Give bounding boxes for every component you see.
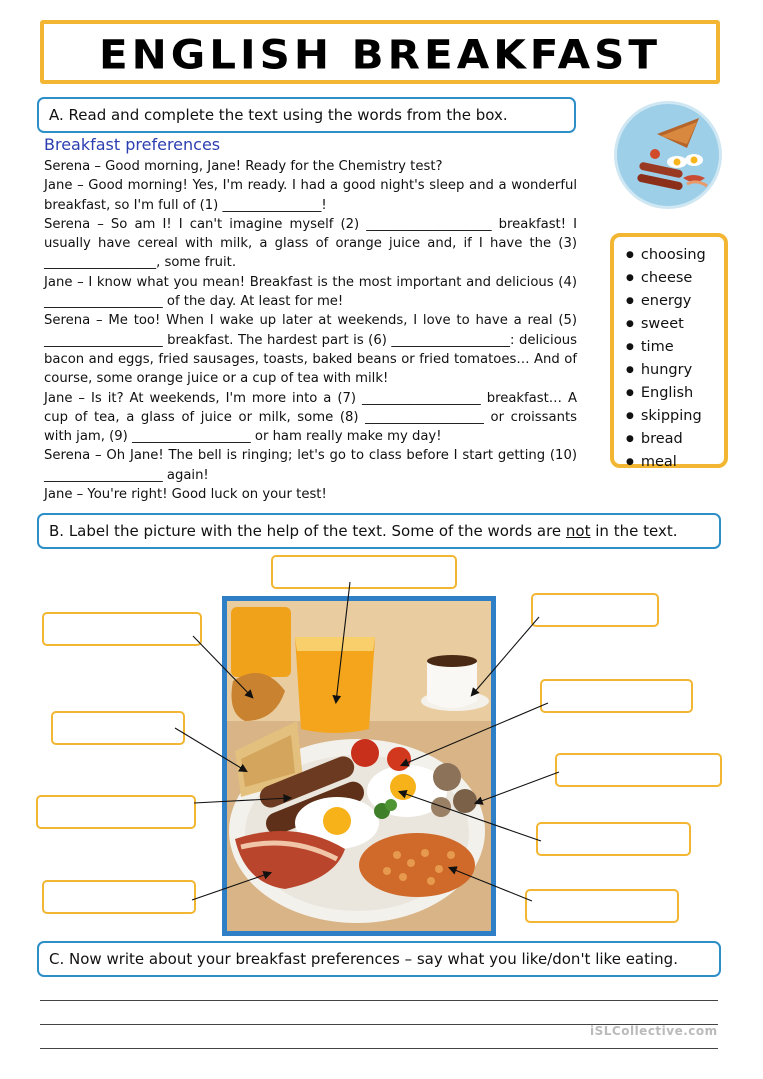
dialogue-line: Serena – Me too! When I wake up later at weekends, I love to have a real (5) __________________ breakfast. The hardest part is (6) __________________: delicious bacon and eggs, fried sausages, toasts, baked beans or fried tomatoes… And of course, some orange juice or a cup of tea with milk! xyxy=(44,313,577,387)
word-item: ● skipping xyxy=(626,406,724,429)
word-item: ● choosing xyxy=(626,245,724,268)
label-box-2[interactable] xyxy=(42,612,202,646)
section-a-subtitle: Breakfast preferences xyxy=(44,135,221,154)
section-a-instruction-text: A. Read and complete the text using the words from the box. xyxy=(49,106,508,124)
label-box-3[interactable] xyxy=(531,593,659,627)
label-box-9[interactable] xyxy=(42,880,196,914)
label-box-6[interactable] xyxy=(555,753,722,787)
dialogue-line: Jane – Good morning! Yes, I'm ready. I had a good night's sleep and a wonderful breakfast, so I'm full of (1) _______________! xyxy=(44,178,577,213)
dialogue-line: Serena – So am I! I can't imagine myself (2) ___________________ breakfast! I usually have cereal with milk, a glass of orange juice and, if I have the (3) _________________, some fruit. xyxy=(44,216,577,271)
writing-line[interactable] xyxy=(40,1000,718,1001)
dialogue-line: Serena – Oh Jane! The bell is ringing; let's go to class before I start getting (10) __________________ again! xyxy=(44,448,577,483)
section-c-instruction xyxy=(37,941,721,977)
breakfast-plate-icon xyxy=(617,104,722,209)
dialogue-line: Jane – You're right! Good luck on your test! xyxy=(44,487,327,503)
word-item: ● English xyxy=(626,383,724,406)
label-box-4[interactable] xyxy=(540,679,693,713)
section-b-instruction-end: in the text. xyxy=(590,522,678,540)
breakfast-photo xyxy=(222,596,496,936)
section-b-instruction xyxy=(37,513,721,549)
word-item: ● sweet xyxy=(626,314,724,337)
section-c-instruction-text: C. Now write about your breakfast preferences – say what you like/don't like eating. xyxy=(49,950,678,968)
section-b-instruction-text: B. Label the picture with the help of the text. Some of the words are xyxy=(49,522,566,540)
page-title: ENGLISH BREAKFAST xyxy=(98,31,662,78)
word-item: ● cheese xyxy=(626,268,724,291)
dialogue-text xyxy=(44,157,577,504)
word-item: ● bread xyxy=(626,429,724,452)
label-box-8[interactable] xyxy=(536,822,691,856)
dialogue-line: Serena – Good morning, Jane! Ready for the Chemistry test? xyxy=(44,159,443,174)
word-item: ● meal xyxy=(626,452,724,475)
section-a-instruction xyxy=(37,97,576,133)
word-box xyxy=(610,233,728,468)
title-banner xyxy=(40,20,720,84)
writing-line[interactable] xyxy=(40,1048,718,1049)
dialogue-line: Jane – I know what you mean! Breakfast is the most important and delicious (4) __________________ of the day. At least for me! xyxy=(44,274,577,310)
label-box-5[interactable] xyxy=(51,711,185,745)
label-box-10[interactable] xyxy=(525,889,679,923)
word-item: ● energy xyxy=(626,291,724,314)
label-box-7[interactable] xyxy=(36,795,196,829)
word-item: ● time xyxy=(626,337,724,360)
section-b-emphasis: not xyxy=(565,522,591,540)
watermark: iSLCollective.com xyxy=(590,1024,718,1038)
dialogue-line: Jane – Is it? At weekends, I'm more into a (7) __________________ breakfast… A cup of tea, a glass of juice or milk, some (8) __________________ or croissants with jam, (9) __________________ or ham really make my day! xyxy=(44,390,577,445)
breakfast-illustration xyxy=(614,101,722,209)
word-item: ● hungry xyxy=(626,360,724,383)
label-box-1[interactable] xyxy=(271,555,457,589)
breakfast-photo-image xyxy=(227,601,491,931)
